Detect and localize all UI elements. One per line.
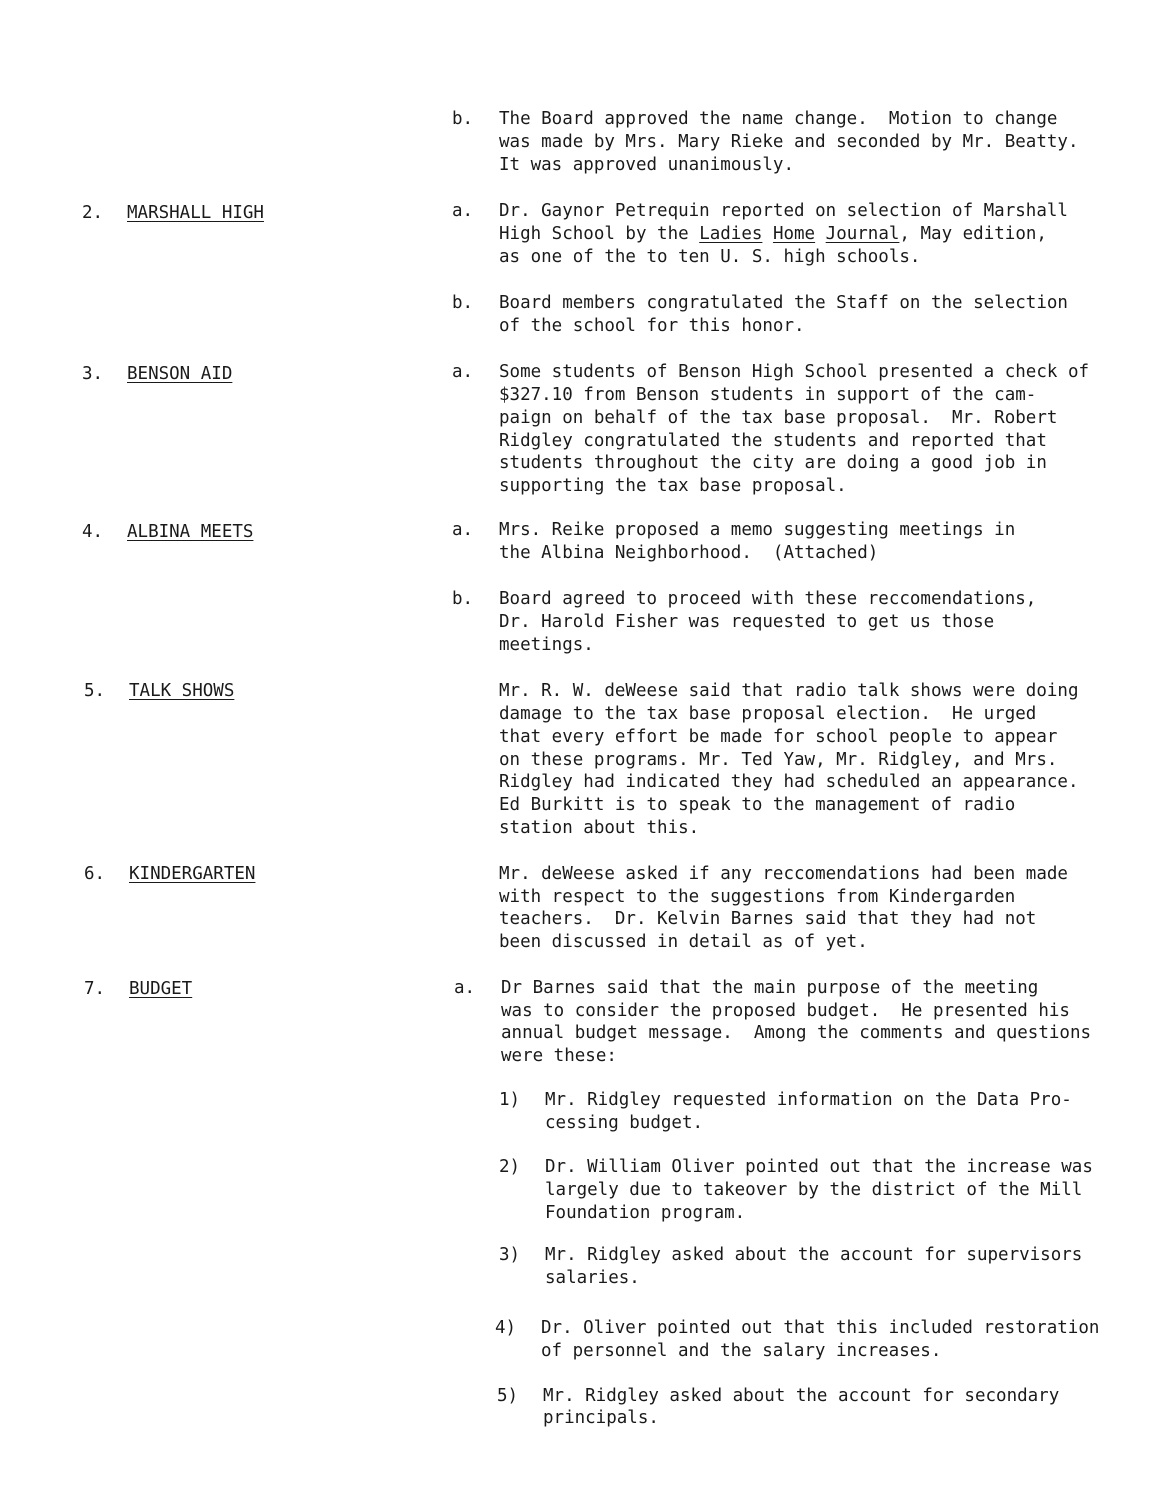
item-7-sub-5-marker: 5)	[497, 1386, 519, 1406]
item-7-sub-2-line: largely due to takeover by the district of the Mill	[545, 1180, 1083, 1200]
item-4-entry-b-line: meetings.	[499, 635, 594, 655]
item-7-sub-5-line: principals.	[543, 1408, 659, 1428]
item-5-line: on these programs. Mr. Ted Yaw, Mr. Ridgley, and Mrs.	[499, 750, 1058, 770]
item-2-entry-b-line: Board members congratulated the Staff on the selection	[499, 293, 1068, 313]
item-2-entry-a-line-underlined: High School by the Ladies Home Journal, May edition,	[499, 224, 1047, 244]
item-3-entry-a-line: paign on behalf of the tax base proposal. Mr. Robert	[499, 408, 1058, 428]
item-5-number: 5.	[84, 681, 106, 701]
item-6-line: Mr. deWeese asked if any reccomendations had been made	[499, 864, 1068, 884]
item-6-number: 6.	[84, 864, 106, 884]
item-2-title: MARSHALL HIGH	[127, 203, 264, 223]
journal-title-word: Journal	[825, 224, 900, 244]
item-7-sub-2-line: Foundation program.	[545, 1203, 746, 1223]
item-7-entry-a-line: Dr Barnes said that the main purpose of the meeting	[501, 978, 1039, 998]
item-6-line: with respect to the suggestions from Kindergarden	[499, 887, 1016, 907]
item-6-line: been discussed in detail as of yet.	[499, 932, 868, 952]
item-5-line: damage to the tax base proposal election. He urged	[499, 704, 1037, 724]
item-5-line: that every effort be made for school people to appear	[499, 727, 1058, 747]
item-3-entry-a-marker: a.	[452, 362, 474, 382]
item-2-entry-a-line: Dr. Gaynor Petrequin reported on selection of Marshall	[499, 201, 1068, 221]
item-7-sub-2-line: Dr. William Oliver pointed out that the increase was	[545, 1157, 1093, 1177]
item-4-entry-a-line: Mrs. Reike proposed a memo suggesting meetings in	[499, 520, 1016, 540]
item-7-sub-4-line: of personnel and the salary increases.	[541, 1341, 942, 1361]
item-7-sub-2-marker: 2)	[499, 1157, 521, 1177]
journal-title-word: Ladies	[699, 224, 763, 244]
item-7-sub-3-line: salaries.	[545, 1268, 640, 1288]
item-2-number: 2.	[82, 203, 104, 223]
item-1-entry-b-line: It was approved unanimously.	[499, 155, 795, 175]
item-7-sub-5-line: Mr. Ridgley asked about the account for secondary	[543, 1386, 1060, 1406]
item-5-line: Ridgley had indicated they had scheduled an appearance.	[499, 772, 1079, 792]
item-7-sub-1-line: Mr. Ridgley requested information on the Data Pro-	[545, 1090, 1072, 1110]
item-2-entry-a-marker: a.	[452, 201, 474, 221]
item-3-title: BENSON AID	[127, 364, 233, 384]
item-6-title: KINDERGARTEN	[129, 864, 256, 884]
item-7-sub-3-marker: 3)	[499, 1245, 521, 1265]
item-7-title: BUDGET	[129, 979, 193, 999]
item-7-sub-4-marker: 4)	[495, 1318, 517, 1338]
item-7-sub-3-line: Mr. Ridgley asked about the account for supervisors	[545, 1245, 1083, 1265]
item-3-entry-a-line: Ridgley congratulated the students and reported that	[499, 431, 1047, 451]
item-5-line: Mr. R. W. deWeese said that radio talk shows were doing	[499, 681, 1079, 701]
item-4-entry-a-marker: a.	[452, 520, 474, 540]
item-4-entry-a-line: the Albina Neighborhood. (Attached)	[499, 543, 879, 563]
item-7-number: 7.	[84, 979, 106, 999]
item-5-title: TALK SHOWS	[129, 681, 235, 701]
item-2-entry-a-line: as one of the to ten U. S. high schools.	[499, 247, 921, 267]
item-7-entry-a-line: were these:	[501, 1046, 617, 1066]
item-7-entry-a-line: annual budget message. Among the comments and questions	[501, 1023, 1092, 1043]
item-1-entry-b-marker: b.	[452, 109, 474, 129]
item-4-entry-b-line: Board agreed to proceed with these reccomendations,	[499, 589, 1037, 609]
item-1-entry-b-line: The Board approved the name change. Motion to change	[499, 109, 1058, 129]
item-3-entry-a-line: $327.10 from Benson students in support of the cam-	[499, 385, 1037, 405]
item-7-entry-a-marker: a.	[454, 978, 476, 998]
item-4-entry-b-line: Dr. Harold Fisher was requested to get us those	[499, 612, 995, 632]
item-7-sub-4-line: Dr. Oliver pointed out that this included restoration	[541, 1318, 1100, 1338]
item-4-entry-b-marker: b.	[452, 589, 474, 609]
item-3-number: 3.	[82, 364, 104, 384]
item-2-entry-b-line: of the school for this honor.	[499, 316, 805, 336]
item-3-entry-a-line: supporting the tax base proposal.	[499, 476, 847, 496]
item-4-number: 4.	[82, 522, 104, 542]
item-1-entry-b-line: was made by Mrs. Mary Rieke and seconded by Mr. Beatty.	[499, 132, 1079, 152]
item-7-entry-a-line: was to consider the proposed budget. He presented his	[501, 1001, 1070, 1021]
item-4-title: ALBINA MEETS	[127, 522, 254, 542]
item-6-line: teachers. Dr. Kelvin Barnes said that they had not	[499, 909, 1037, 929]
journal-title-word: Home	[772, 224, 816, 244]
item-2-entry-b-marker: b.	[452, 293, 474, 313]
item-5-line: Ed Burkitt is to speak to the management of radio	[499, 795, 1016, 815]
item-5-line: station about this.	[499, 818, 700, 838]
item-7-sub-1-marker: 1)	[499, 1090, 521, 1110]
item-3-entry-a-line: students throughout the city are doing a good job in	[499, 453, 1047, 473]
item-7-sub-1-line: cessing budget.	[545, 1113, 704, 1133]
item-3-entry-a-line: Some students of Benson High School presented a check of	[499, 362, 1090, 382]
